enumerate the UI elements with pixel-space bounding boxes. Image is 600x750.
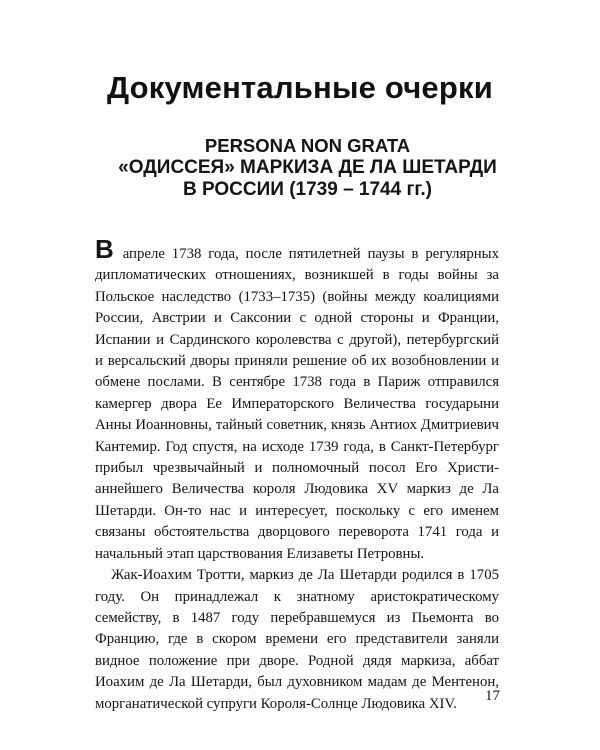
paragraph-1-text: апреле 1738 года, после пятилетней паузы в регулярных дипломатических отношениях, возникшей в годы войны за Польское наследство (1733–1735) (войны между коалициями России, Австрии и Саксонии с одной стороны и Франции, Испании и Сардинского королевства с другой), петербургский и версальский дворы приняли решение об их возобновлении и обмене послами. В сентябре 1738 года в Париж отправился камергер двора Ее Императорского Величества государыни Анны Иоанновны, тайный советник, князь Антиох Дмитриевич Кантемир. Год спустя, на исходе 1739 года, в Санкт-Петербург прибыл чрезвычайный и полномочный посол Его Христианнейшего Величества короля Людовика XV маркиз де Ла Шетарди. Он-то нас и интересует, поскольку с его именем связаны обстоятельства дворцового переворота 1741 года и начальный этап царствования Елизаветы Петровны. bbox=[95, 246, 499, 562]
body-text bbox=[95, 234, 499, 715]
article-heading bbox=[110, 135, 505, 201]
article-heading-line1: PERSONA NON GRATA bbox=[204, 135, 411, 156]
page-number: 17 bbox=[485, 688, 500, 704]
section-title: Документальные очерки bbox=[107, 70, 493, 105]
article-heading-line3: В РОССИИ (1739 – 1744 гг.) bbox=[182, 179, 433, 200]
article-heading-line2: «ОДИССЕЯ» МАРКИЗА ДЕ ЛА ШЕТАРДИ bbox=[118, 157, 497, 178]
drop-cap: В bbox=[95, 234, 114, 264]
paragraph-2: Жак-Иоахим Тротти, маркиз де Ла Шетарди родился в 1705 году. Он принадлежал к знатному аристократическому семейству, в 1487 году перебравшемуся из Пьемонта во Францию, где в скором времени его представители заняли видное положение при дворе. Родной дядя маркиза, аббат Иоахим де Ла Шетарди, был духовником мадам де Ментенон, морганатической супруги Короля-Солнце Людовика XIV. bbox=[95, 567, 499, 712]
paragraph-1 bbox=[95, 234, 499, 565]
